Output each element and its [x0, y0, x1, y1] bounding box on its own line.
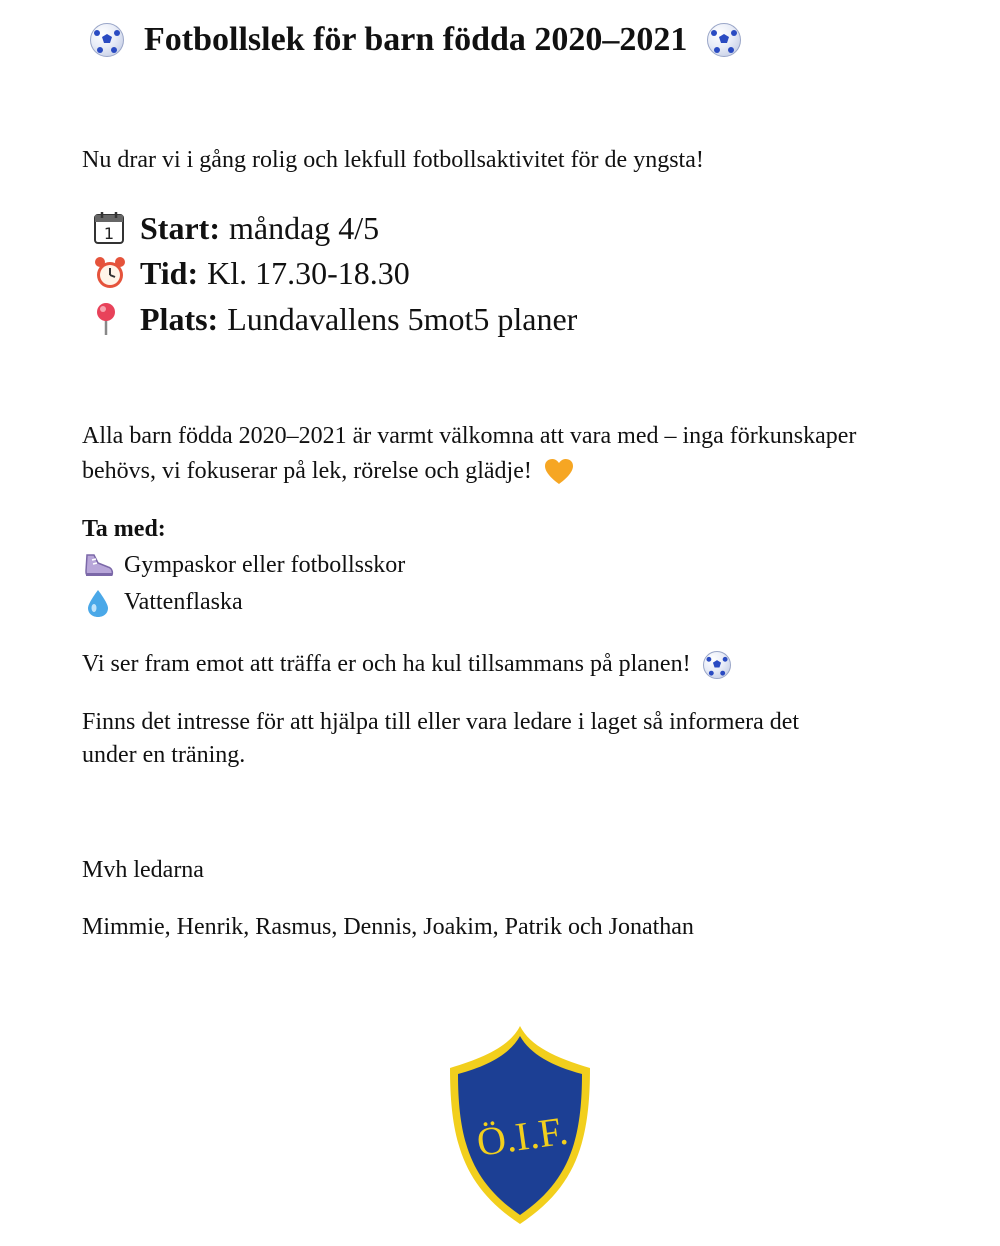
title-text: Fotbollslek för barn födda 2020–2021: [144, 21, 688, 58]
detail-value: Kl. 17.30-18.30: [207, 255, 410, 291]
bring-heading: Ta med:: [82, 516, 166, 542]
detail-start: [92, 207, 379, 249]
droplet-icon: [84, 588, 112, 616]
soccer-ball-icon: [90, 23, 124, 57]
welcome-line-2-row: [82, 455, 574, 488]
leaders-text: Mimmie, Henrik, Rasmus, Dennis, Joakim, Patrik och Jonathan: [82, 914, 694, 940]
intro-text: Nu drar vi i gång rolig och lekfull fotbollsaktivitet för de yngsta!: [82, 147, 704, 173]
club-logo: [444, 1022, 594, 1228]
detail-label: Start:: [140, 210, 220, 246]
heart-icon: [544, 458, 574, 486]
alarm-clock-icon: [92, 255, 128, 291]
bring-item: [84, 547, 405, 583]
logo-text: Ö.I.F.: [474, 1107, 571, 1165]
see-you-text: Vi ser fram emot att träffa er och ha kul tillsammans på planen!: [82, 651, 691, 677]
soccer-ball-icon: [703, 651, 731, 679]
detail-label: Tid:: [140, 255, 199, 291]
help-line-2: under en träning.: [82, 742, 246, 768]
detail-label: Plats:: [140, 301, 219, 337]
welcome-line-1: Alla barn födda 2020–2021 är varmt välkomna att vara med – inga förkunskaper: [82, 423, 857, 449]
pushpin-icon: [92, 301, 128, 337]
sneaker-icon: [84, 551, 112, 579]
see-you-row: [82, 648, 731, 681]
bring-item-text: Gympaskor eller fotbollsskor: [124, 552, 406, 578]
detail-value: måndag 4/5: [228, 210, 380, 246]
detail-time: [92, 252, 410, 294]
bring-item-text: Vattenflaska: [124, 589, 243, 615]
detail-value: Lundavallens 5mot5 planer: [227, 301, 578, 337]
help-line-1: Finns det intresse för att hjälpa till eller vara ledare i laget så informera det: [82, 709, 800, 735]
detail-place: [92, 298, 577, 340]
welcome-line-2: behövs, vi fokuserar på lek, rörelse och glädje!: [82, 458, 532, 484]
svg-text:1: 1: [103, 224, 115, 243]
page-title-row: [90, 18, 741, 62]
greeting-text: Mvh ledarna: [82, 857, 204, 883]
soccer-ball-icon: [707, 23, 741, 57]
bring-item: [84, 584, 243, 620]
calendar-icon: [92, 210, 128, 246]
